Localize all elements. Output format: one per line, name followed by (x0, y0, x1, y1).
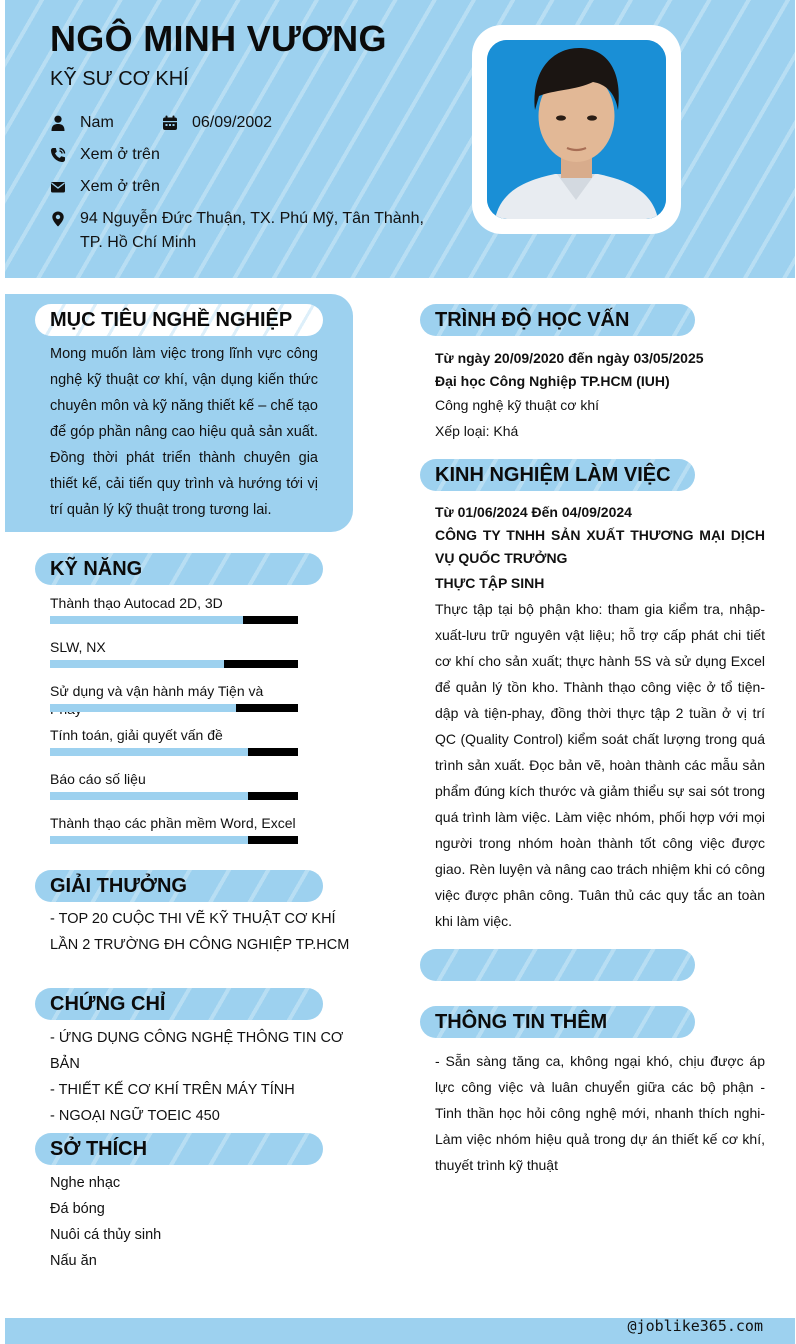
phone-row (50, 143, 160, 167)
education-school: Đại học Công Nghiệp TP.HCM (IUH) (435, 373, 670, 389)
experience-title: KINH NGHIỆM LÀM VIỆC (420, 459, 695, 491)
dob-row (162, 111, 272, 135)
email-row (50, 175, 160, 199)
header-banner (5, 0, 795, 278)
skill-item (50, 770, 298, 800)
email-value: Xem ở trên (80, 178, 160, 195)
additional-info-text: - Sẵn sàng tăng ca, không ngại khó, chịu được áp lực công việc và luân chuyển giữa các bộ phận - Tinh thần học hỏi công nghệ mới, nhanh thích nghi- Làm việc nhóm hiệu quả trong dự án thiết kế cơ khí, thuyết trình kỹ thuật (435, 1053, 765, 1173)
empty-section-bar (420, 949, 695, 981)
dob-value: 06/09/2002 (192, 114, 273, 131)
skill-item (50, 814, 298, 844)
awards-title: GIẢI THƯỞNG (35, 870, 323, 902)
hobbies-title: SỞ THÍCH (35, 1133, 323, 1165)
skill-bar (50, 792, 298, 800)
skill-bar (50, 748, 298, 756)
skill-label: Thành thạo Autocad 2D, 3D (50, 595, 223, 611)
skill-label: Sử dụng và vận hành máy Tiện và (50, 683, 264, 699)
skills-title: KỸ NĂNG (35, 553, 323, 585)
hobby-item: Đá bóng (50, 1201, 105, 1217)
experience-description: Thực tập tại bộ phận kho: tham gia kiểm tra, nhập-xuất-lưu trữ nguyên vật liệu; hỗ trợ cấp phát chi tiết cơ khí cho sản xuất; thực hành 5S và sử dụng Excel để quản lý tồn kho. Thành thạo công việc ở tổ tiện-dập và tiện-phay, đồng thời thực tập 2 tuần ở vị trí QC (Quality Control) kiểm soát chất lượng trong quá trình sản xuất. Đọc bản vẽ, hoàn thành các mẫu sản phẩm đúng kích thước và giảm thiểu sự sai sót trong quá trình làm việc. Làm việc nhóm, phối hợp với mọi người trong nhóm hoàn thành tốt công việc được giao. Rèn luyện và nâng cao trách nhiệm khi có công việc được phân công. Tuân thủ các quy tắc an toàn khi làm việc. (435, 601, 765, 929)
skill-bar-fill (50, 748, 248, 756)
skill-bar (50, 616, 298, 624)
skill-item (50, 726, 298, 756)
skill-label: Thành thạo các phần mềm Word, Excel (50, 815, 296, 831)
certificate-item: - ỨNG DỤNG CÔNG NGHỆ THÔNG TIN CƠ BẢN (50, 1030, 344, 1072)
phone-icon (50, 143, 80, 167)
education-title: TRÌNH ĐỘ HỌC VẤN (420, 304, 695, 336)
footer-bar (5, 1318, 795, 1344)
skill-label: Báo cáo số liệu (50, 771, 146, 787)
awards-text: - TOP 20 CUỘC THI VẼ KỸ THUẬT CƠ KHÍ LẦN 2 TRƯỜNG ĐH CÔNG NGHIỆP TP.HCM (50, 911, 350, 953)
skill-bar-fill (50, 704, 236, 712)
skill-item (50, 638, 298, 668)
experience-position: THỰC TẬP SINH (435, 575, 545, 591)
skill-bar-fill (50, 836, 248, 844)
skill-item (50, 594, 298, 624)
skill-bar (50, 660, 298, 668)
additional-info-title: THÔNG TIN THÊM (420, 1006, 695, 1038)
skill-bar (50, 836, 298, 844)
objective-text: Mong muốn làm việc trong lĩnh vực công nghệ kỹ thuật cơ khí, vận dụng kiến thức chuyên môn và kỹ năng thiết kế – chế tạo để góp phần nâng cao hiệu quả sản xuất. Đồng thời phát triển thành chuyên gia thiết kế, cải tiến quy trình và hướng tới vị trí quản lý kỹ thuật trong tương lai. (50, 346, 318, 518)
address-row (50, 207, 430, 255)
certificates-list (50, 1025, 360, 1129)
profile-photo (487, 40, 666, 219)
job-title: KỸ SƯ CƠ KHÍ (50, 68, 189, 90)
education-major: Công nghệ kỹ thuật cơ khí (435, 397, 600, 413)
certificate-item: - NGOẠI NGỮ TOEIC 450 (50, 1108, 220, 1124)
hobby-item: Nghe nhạc (50, 1175, 121, 1191)
skill-label: SLW, NX (50, 639, 106, 655)
gender-value: Nam (80, 114, 114, 131)
skill-bar-fill (50, 616, 243, 624)
location-pin-icon (50, 207, 80, 231)
certificate-item: - THIẾT KẾ CƠ KHÍ TRÊN MÁY TÍNH (50, 1082, 295, 1098)
hobby-item: Nuôi cá thủy sinh (50, 1227, 162, 1243)
candidate-name: NGÔ MINH VƯƠNG (50, 18, 387, 59)
gender-row (50, 111, 114, 135)
footer-watermark: @joblike365.com (627, 1317, 763, 1335)
photo-frame (472, 25, 681, 234)
experience-company: CÔNG TY TNHH SẢN XUẤT THƯƠNG MẠI DỊCH VỤ QUỐC TRƯỞNG (435, 527, 765, 566)
education-period: Từ ngày 20/09/2020 đến ngày 03/05/2025 (435, 350, 704, 366)
experience-period: Từ 01/06/2024 Đến 04/09/2024 (435, 504, 632, 520)
hobbies-list (50, 1170, 330, 1274)
education-grade: Xếp loại: Khá (435, 423, 519, 439)
address-value: 94 Nguyễn Đức Thuận, TX. Phú Mỹ, Tân Thành, TP. Hồ Chí Minh (80, 210, 424, 251)
skill-label: Tính toán, giải quyết vấn đề (50, 727, 223, 743)
skill-bar (50, 704, 298, 712)
user-icon (50, 111, 80, 135)
objective-title: MỤC TIÊU NGHỀ NGHIỆP (35, 304, 323, 336)
hobby-item: Nấu ăn (50, 1253, 97, 1269)
skill-bar-fill (50, 792, 248, 800)
mail-icon (50, 175, 80, 199)
phone-value: Xem ở trên (80, 146, 160, 163)
skill-bar-fill (50, 660, 224, 668)
calendar-icon (162, 111, 192, 135)
certificates-title: CHỨNG CHỈ (35, 988, 323, 1020)
skill-item (50, 682, 298, 712)
